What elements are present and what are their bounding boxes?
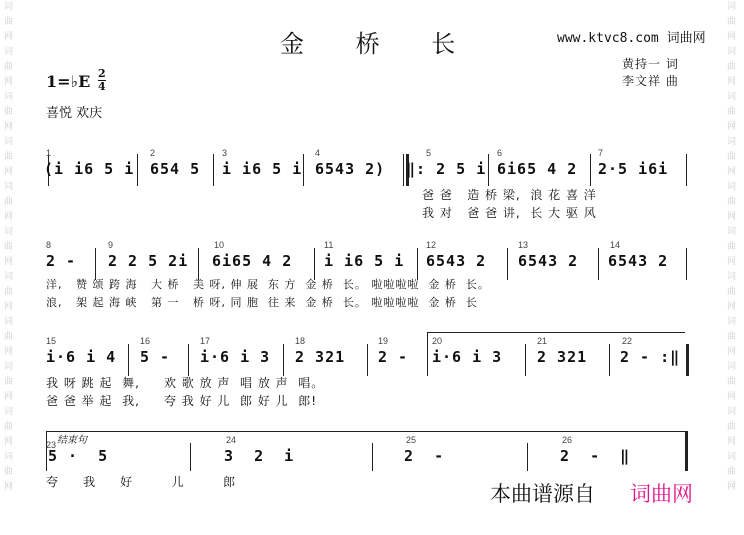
measure-notes: 6i65 4 2: [497, 160, 578, 178]
ending-label: 结束句: [57, 435, 87, 446]
measure-number: 13: [518, 240, 529, 250]
watermark-left: 词曲网词曲网词曲网词曲网词曲网词曲网词曲网词曲网词曲网词曲网词曲网: [4, 2, 14, 492]
lyrics-ending: 夸 我 好 儿 郎: [46, 475, 237, 489]
measure-notes: 5 -: [140, 348, 171, 366]
measure-notes: (i i6 5 i: [44, 160, 135, 178]
barline: [686, 154, 687, 186]
measure-number: 6: [497, 148, 503, 158]
site-credit[interactable]: www.ktvc8.com 词曲网: [557, 31, 706, 46]
song-title: 金 桥 长: [280, 30, 478, 58]
measure-notes: ‖: 2 5 i: [406, 160, 487, 178]
measure-notes: 6543 2: [608, 252, 669, 270]
barline: [403, 154, 404, 186]
time-signature: [98, 68, 106, 93]
lyrics-verse-2: 我 对 爸 爸 讲, 长 大 驱 风: [422, 206, 597, 220]
measure-number: 22: [622, 336, 633, 346]
measure-number: 9: [108, 240, 114, 250]
measure-number: 8: [46, 240, 52, 250]
source-label: 本曲谱源自: [490, 482, 595, 506]
measure-notes: i·6 i 3: [432, 348, 503, 366]
ending-bracket: [46, 431, 686, 432]
measure-notes: 2 321: [295, 348, 346, 366]
measure-notes: 3 2 i: [224, 447, 295, 465]
volta-barline: [427, 332, 428, 376]
barline: [190, 443, 191, 471]
volta-bracket: [427, 332, 685, 333]
measure-notes: 2 - :‖: [620, 348, 681, 366]
measure-number: 23: [46, 440, 57, 450]
barline: [283, 344, 284, 376]
barline: [303, 154, 304, 186]
composer-credit: 李文祥 曲: [622, 74, 679, 88]
lyricist-credit: 黄持一 词: [622, 57, 679, 71]
lyrics-verse-1: 爸 爸 造 桥 梁, 浪 花 喜 洋: [422, 188, 597, 202]
key-signature: 1=♭E: [46, 72, 91, 91]
barline: [372, 443, 373, 471]
measure-number: 11: [324, 240, 334, 250]
measure-number: 17: [200, 336, 211, 346]
measure-notes: 6543 2: [426, 252, 487, 270]
watermark-right: 词曲网词曲网词曲网词曲网词曲网词曲网词曲网词曲网词曲网词曲网词曲网: [727, 2, 737, 492]
measure-notes: 2 2 5 2i: [108, 252, 189, 270]
measure-number: 24: [226, 435, 237, 445]
measure-number: 12: [426, 240, 437, 250]
measure-number: 1: [46, 148, 52, 158]
measure-number: 16: [140, 336, 151, 346]
measure-number: 3: [222, 148, 228, 158]
measure-number: 19: [378, 336, 389, 346]
measure-notes: 654 5: [150, 160, 201, 178]
measure-notes: 2 321: [537, 348, 588, 366]
measure-number: 21: [537, 336, 548, 346]
barline: [137, 154, 138, 186]
barline: [590, 154, 591, 186]
measure-notes: 2 -: [404, 447, 445, 465]
measure-number: 25: [406, 435, 417, 445]
measure-notes: 2 -: [378, 348, 409, 366]
measure-number: 26: [562, 435, 573, 445]
barline: [609, 344, 610, 376]
barline: [525, 344, 526, 376]
measure-notes: 6543 2: [518, 252, 579, 270]
barline: [46, 431, 47, 471]
time-bottom: 4: [98, 80, 106, 93]
barline: [367, 344, 368, 376]
measure-number: 5: [426, 148, 432, 158]
measure-notes: i·6 i 3: [200, 348, 271, 366]
end-repeat-barline: [686, 344, 689, 376]
measure-number: 18: [295, 336, 306, 346]
lyrics-verse-2: 浪, 架 起 海 峡 第 一 桥 呀, 同 胞 往 来 金 桥 长。 啦啦啦啦 金 桥 长: [46, 296, 478, 309]
measure-notes: 6i65 4 2: [212, 252, 293, 270]
measure-notes: i·6 i 4: [46, 348, 117, 366]
barline: [188, 344, 189, 376]
barline: [527, 443, 528, 471]
brand-link[interactable]: 词曲网: [630, 482, 693, 506]
mood-marking: 喜悦 欢庆: [46, 106, 103, 121]
measure-number: 2: [150, 148, 156, 158]
lyrics-verse-1: 我 呀 跳 起 舞, 欢 歌 放 声 唱 放 声 唱。: [46, 376, 325, 390]
measure-number: 10: [214, 240, 225, 250]
barline: [213, 154, 214, 186]
measure-number: 20: [432, 336, 443, 346]
barline: [488, 154, 489, 186]
measure-number: 15: [46, 336, 57, 346]
measure-notes: 2 - ‖: [560, 447, 631, 465]
measure-number: 14: [610, 240, 621, 250]
final-barline: [685, 431, 688, 471]
lyrics-verse-2: 爸 爸 举 起 我, 夸 我 好 儿 郎 好 儿 郎!: [46, 394, 318, 408]
barline: [507, 248, 508, 280]
measure-notes: 2 -: [46, 252, 77, 270]
measure-notes: 2·5 i6i: [598, 160, 669, 178]
measure-notes: 5 · 5: [48, 447, 109, 465]
barline: [686, 248, 687, 280]
barline: [128, 344, 129, 376]
time-top: 2: [98, 67, 106, 80]
measure-notes: i i6 5 i: [324, 252, 405, 270]
measure-notes: i i6 5 i: [222, 160, 303, 178]
measure-number: 7: [598, 148, 604, 158]
measure-number: 4: [315, 148, 321, 158]
lyrics-verse-1: 洋, 赞 颂 跨 海 大 桥 美 呀, 伸 展 东 方 金 桥 长。 啦啦啦啦 金 桥 长。: [46, 278, 490, 291]
barline: [598, 248, 599, 280]
measure-notes: 6543 2): [315, 160, 386, 178]
